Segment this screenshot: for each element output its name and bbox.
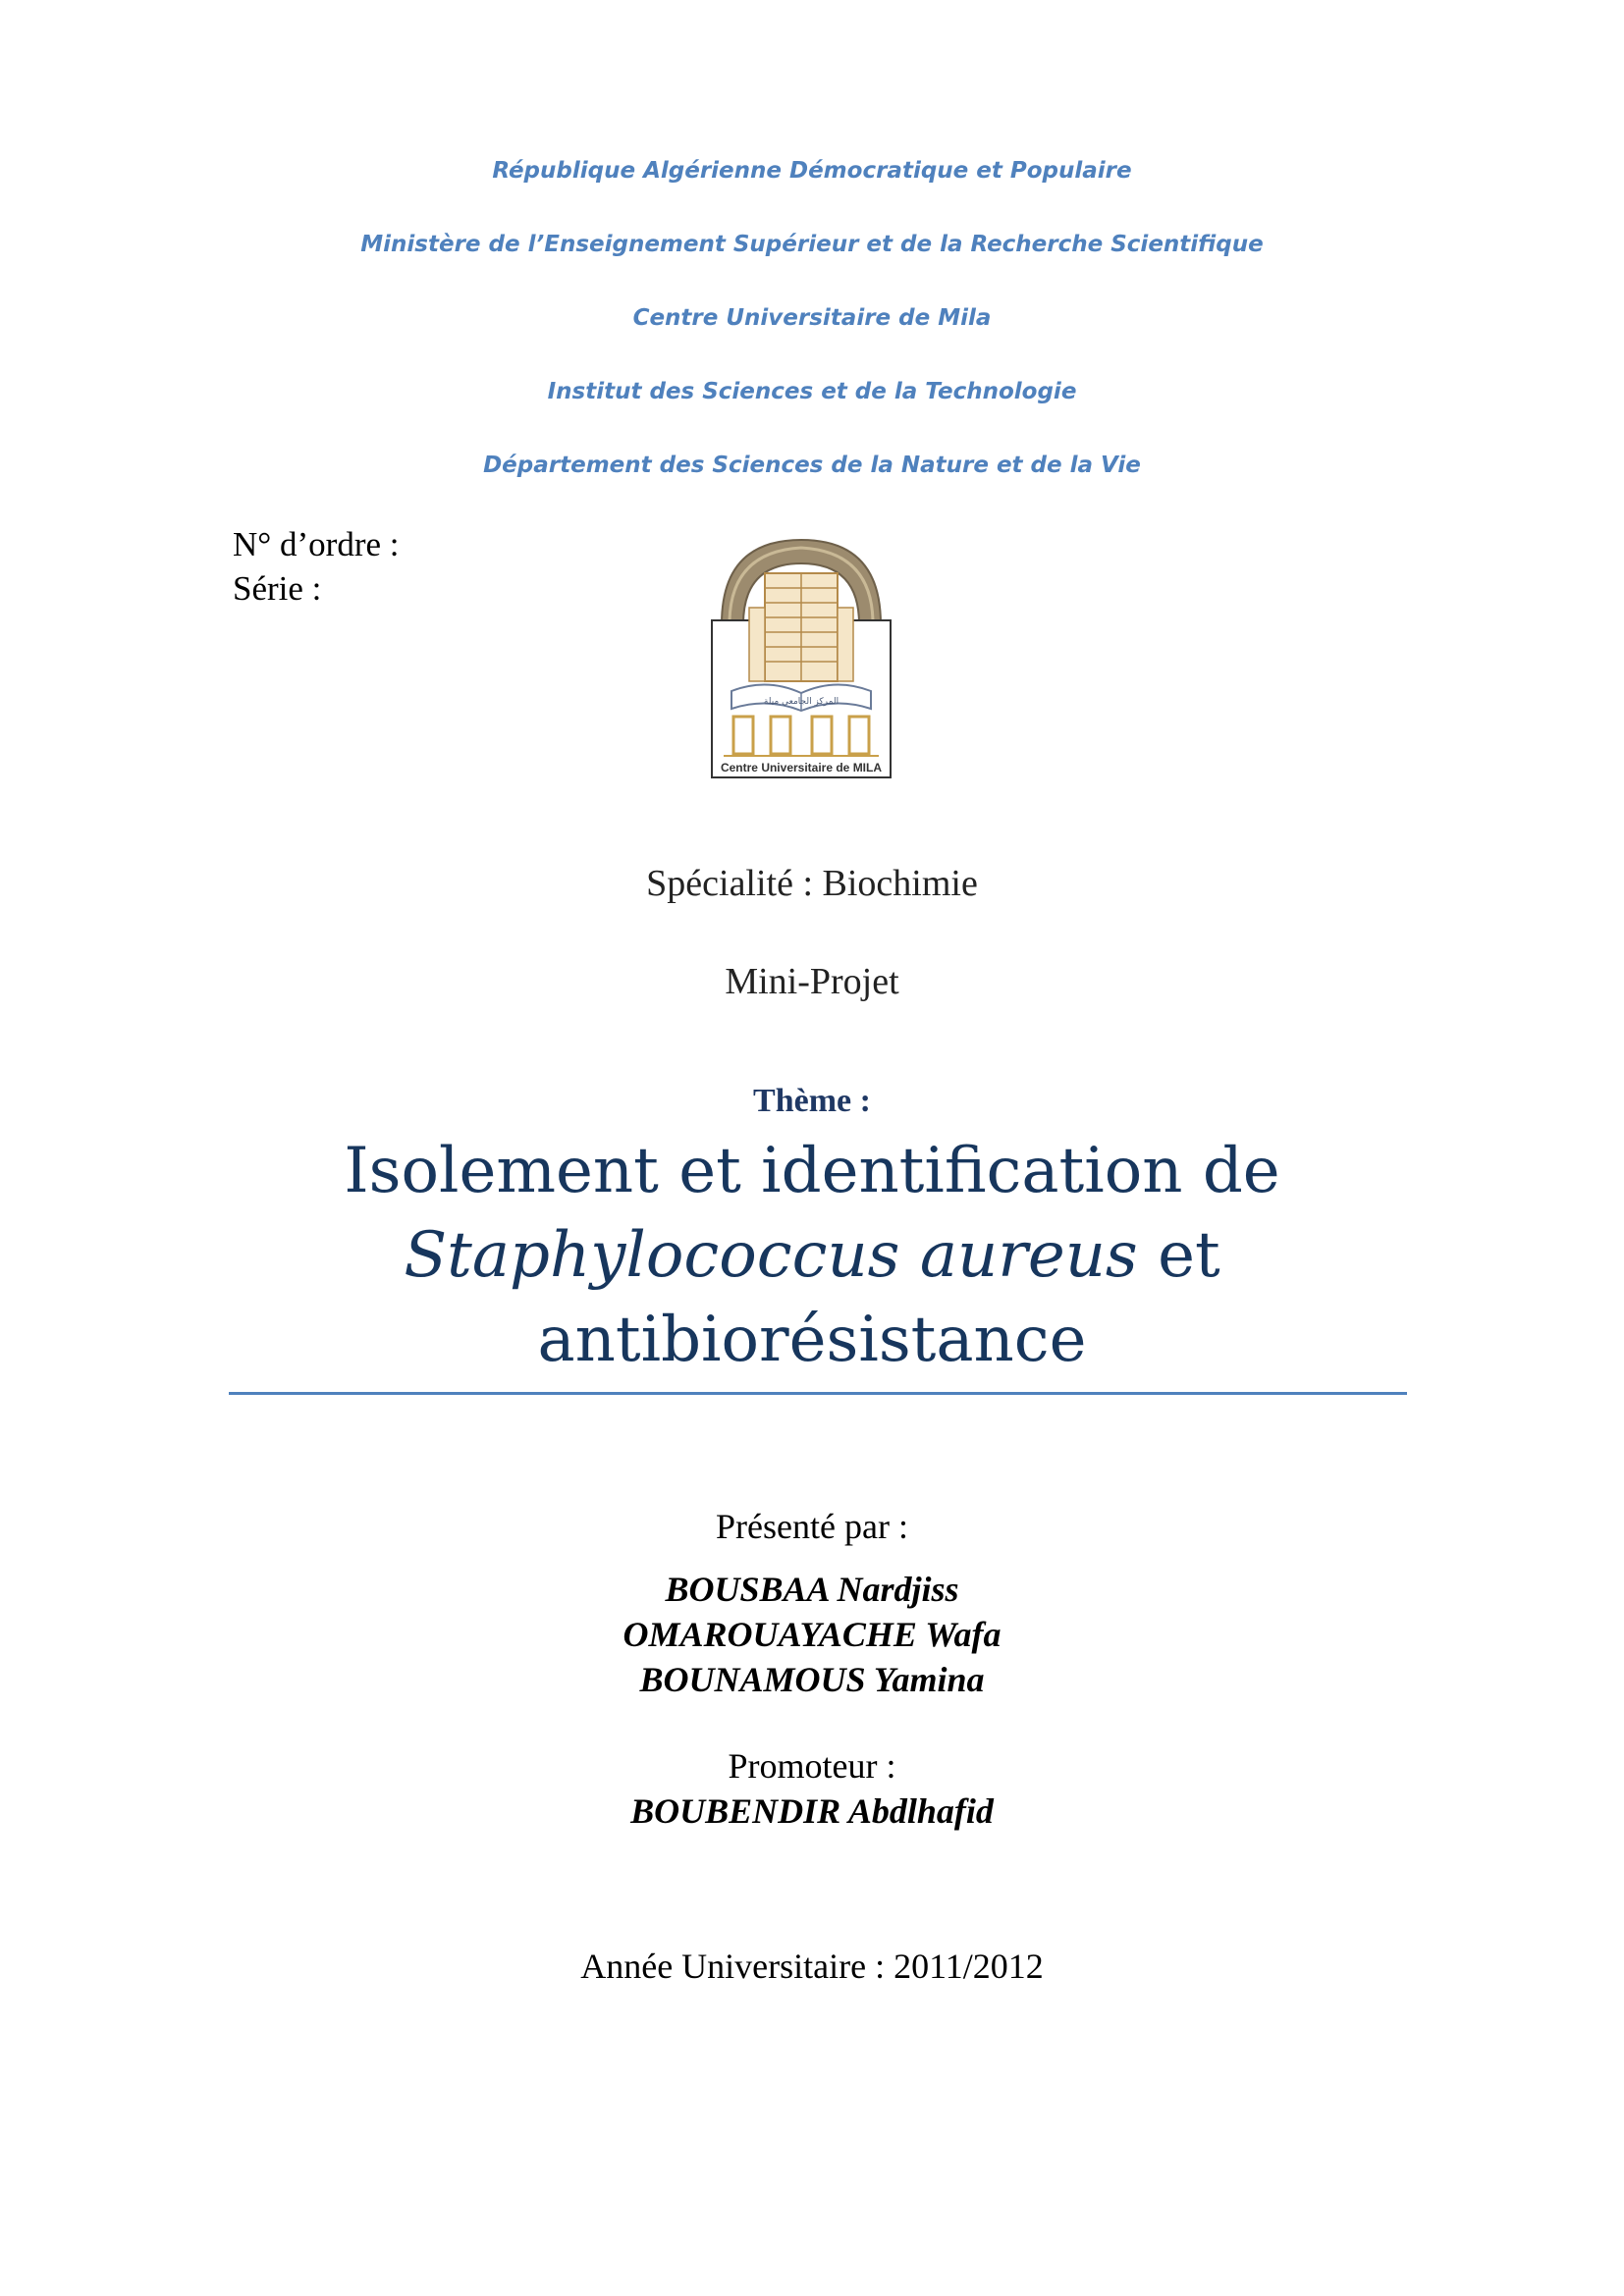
author-name: BOUSBAA Nardjiss <box>665 1570 959 1609</box>
author-name: BOUNAMOUS Yamina <box>639 1660 985 1699</box>
title-line-2 <box>0 1213 1624 1298</box>
header-university: Centre Universitaire de Mila <box>632 305 992 331</box>
logo-caption: Centre Universitaire de MILA <box>720 761 883 774</box>
title-divider <box>229 1392 1407 1395</box>
serie-label: Série : <box>233 569 322 608</box>
author-name: OMAROUAYACHE Wafa <box>623 1615 1001 1654</box>
header-institute: Institut des Sciences et de la Technologie <box>547 379 1077 404</box>
title-line-3: antibiorésistance <box>537 1304 1087 1376</box>
promoteur-name: BOUBENDIR Abdlhafid <box>630 1791 994 1831</box>
theme-label: Thème : <box>753 1083 871 1119</box>
academic-year: Année Universitaire : 2011/2012 <box>580 1947 1044 1986</box>
promoteur-label: Promoteur : <box>728 1746 896 1786</box>
authors-list <box>0 1567 1624 1702</box>
university-logo <box>710 534 893 779</box>
thesis-title <box>0 1129 1624 1382</box>
title-species: Staphylococcus aureus <box>404 1219 1138 1292</box>
header-ministry: Ministère de l’Enseignement Supérieur et de la Recherche Scientifique <box>360 232 1264 257</box>
logo-arabic-text: المركز الجامعي ميلة <box>763 697 839 707</box>
header-department: Département des Sciences de la Nature et de la Vie <box>483 453 1141 478</box>
specialite: Spécialité : Biochimie <box>646 863 978 904</box>
title-line-1: Isolement et identification de <box>344 1135 1280 1207</box>
project-type: Mini-Projet <box>725 961 899 1002</box>
header-republic: République Algérienne Démocratique et Populaire <box>492 158 1132 184</box>
order-number-label: N° d’ordre : <box>233 525 400 563</box>
presented-by-label: Présenté par : <box>716 1507 908 1546</box>
title-line-2-tail: et <box>1137 1219 1220 1292</box>
